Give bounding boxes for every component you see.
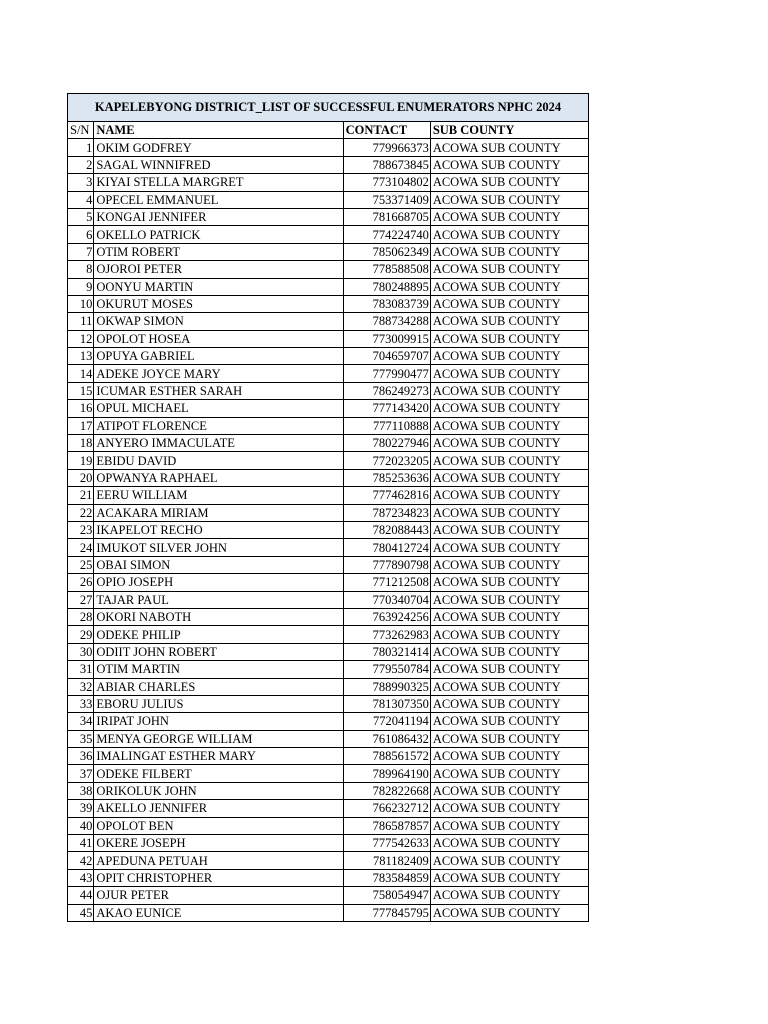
row-contact: 778588508 — [343, 261, 430, 278]
row-contact: 788990325 — [343, 678, 430, 695]
row-sub-county: ACOWA SUB COUNTY — [430, 574, 588, 591]
row-contact: 770340704 — [343, 591, 430, 608]
row-sub-county: ACOWA SUB COUNTY — [430, 661, 588, 678]
row-sub-county: ACOWA SUB COUNTY — [430, 261, 588, 278]
table-row — [68, 748, 589, 765]
row-sn: 39 — [68, 800, 94, 817]
row-name: OKURUT MOSES — [94, 295, 343, 312]
table-row — [68, 295, 589, 312]
table-title: KAPELEBYONG DISTRICT_LIST OF SUCCESSFUL ENUMERATORS NPHC 2024 — [68, 94, 589, 122]
row-sn: 41 — [68, 835, 94, 852]
row-sub-county: ACOWA SUB COUNTY — [430, 348, 588, 365]
row-sn: 26 — [68, 574, 94, 591]
row-contact: 780412724 — [343, 539, 430, 556]
row-sn: 17 — [68, 417, 94, 434]
row-sub-county: ACOWA SUB COUNTY — [430, 330, 588, 347]
row-name: KIYAI STELLA MARGRET — [94, 174, 343, 191]
row-contact: 758054947 — [343, 887, 430, 904]
row-sn: 24 — [68, 539, 94, 556]
table-row — [68, 382, 589, 399]
row-name: OJUR PETER — [94, 887, 343, 904]
row-contact: 788734288 — [343, 313, 430, 330]
row-name: ICUMAR ESTHER SARAH — [94, 382, 343, 399]
row-contact: 777542633 — [343, 835, 430, 852]
row-sn: 16 — [68, 400, 94, 417]
row-name: OPOLOT BEN — [94, 817, 343, 834]
row-sub-county: ACOWA SUB COUNTY — [430, 730, 588, 747]
row-sub-county: ACOWA SUB COUNTY — [430, 156, 588, 173]
row-name: OKELLO PATRICK — [94, 226, 343, 243]
table-row — [68, 626, 589, 643]
row-contact: 781307350 — [343, 695, 430, 712]
row-sub-county: ACOWA SUB COUNTY — [430, 852, 588, 869]
row-contact: 773009915 — [343, 330, 430, 347]
row-sn: 13 — [68, 348, 94, 365]
row-sub-county: ACOWA SUB COUNTY — [430, 887, 588, 904]
row-name: EBORU JULIUS — [94, 695, 343, 712]
row-contact: 781668705 — [343, 208, 430, 225]
row-sn: 22 — [68, 504, 94, 521]
table-row — [68, 174, 589, 191]
row-contact: 788673845 — [343, 156, 430, 173]
row-sn: 14 — [68, 365, 94, 382]
row-sn: 18 — [68, 435, 94, 452]
row-name: IMUKOT SILVER JOHN — [94, 539, 343, 556]
row-name: ACAKARA MIRIAM — [94, 504, 343, 521]
row-sn: 43 — [68, 869, 94, 886]
row-contact: 785062349 — [343, 243, 430, 260]
header-name: NAME — [94, 122, 343, 139]
row-sub-county: ACOWA SUB COUNTY — [430, 382, 588, 399]
row-sub-county: ACOWA SUB COUNTY — [430, 191, 588, 208]
row-sn: 45 — [68, 904, 94, 921]
row-sn: 33 — [68, 695, 94, 712]
row-contact: 763924256 — [343, 608, 430, 625]
row-name: OKERE JOSEPH — [94, 835, 343, 852]
table-row — [68, 313, 589, 330]
table-row — [68, 400, 589, 417]
row-sn: 4 — [68, 191, 94, 208]
row-sub-county: ACOWA SUB COUNTY — [430, 243, 588, 260]
row-sn: 35 — [68, 730, 94, 747]
table-row — [68, 608, 589, 625]
row-sub-county: ACOWA SUB COUNTY — [430, 643, 588, 660]
row-sub-county: ACOWA SUB COUNTY — [430, 626, 588, 643]
row-name: ADEKE JOYCE MARY — [94, 365, 343, 382]
row-sub-county: ACOWA SUB COUNTY — [430, 417, 588, 434]
row-contact: 782088443 — [343, 521, 430, 538]
table-row — [68, 435, 589, 452]
table-row — [68, 261, 589, 278]
row-contact: 777462816 — [343, 487, 430, 504]
row-sn: 7 — [68, 243, 94, 260]
row-name: IRIPAT JOHN — [94, 713, 343, 730]
row-sn: 25 — [68, 556, 94, 573]
row-sub-county: ACOWA SUB COUNTY — [430, 208, 588, 225]
table-row — [68, 835, 589, 852]
table-row — [68, 156, 589, 173]
row-contact: 780248895 — [343, 278, 430, 295]
row-name: OPUYA GABRIEL — [94, 348, 343, 365]
row-name: KONGAI JENNIFER — [94, 208, 343, 225]
row-name: OONYU MARTIN — [94, 278, 343, 295]
row-name: OPWANYA RAPHAEL — [94, 469, 343, 486]
row-contact: 779550784 — [343, 661, 430, 678]
header-contact: CONTACT — [343, 122, 430, 139]
row-sub-county: ACOWA SUB COUNTY — [430, 504, 588, 521]
row-name: AKELLO JENNIFER — [94, 800, 343, 817]
row-sn: 28 — [68, 608, 94, 625]
row-sn: 5 — [68, 208, 94, 225]
table-row — [68, 695, 589, 712]
row-sn: 15 — [68, 382, 94, 399]
row-name: AKAO EUNICE — [94, 904, 343, 921]
row-sub-county: ACOWA SUB COUNTY — [430, 591, 588, 608]
table-row — [68, 678, 589, 695]
row-sub-county: ACOWA SUB COUNTY — [430, 539, 588, 556]
row-sn: 27 — [68, 591, 94, 608]
table-row — [68, 208, 589, 225]
row-sn: 9 — [68, 278, 94, 295]
row-contact: 777890798 — [343, 556, 430, 573]
header-sn: S/N — [68, 122, 94, 139]
row-contact: 777143420 — [343, 400, 430, 417]
table-row — [68, 539, 589, 556]
table-row — [68, 243, 589, 260]
row-name: ODIIT JOHN ROBERT — [94, 643, 343, 660]
row-sub-county: ACOWA SUB COUNTY — [430, 556, 588, 573]
row-name: MENYA GEORGE WILLIAM — [94, 730, 343, 747]
row-sub-county: ACOWA SUB COUNTY — [430, 835, 588, 852]
row-sub-county: ACOWA SUB COUNTY — [430, 765, 588, 782]
row-name: ATIPOT FLORENCE — [94, 417, 343, 434]
table-row — [68, 348, 589, 365]
row-name: SAGAL WINNIFRED — [94, 156, 343, 173]
row-name: EERU WILLIAM — [94, 487, 343, 504]
row-name: ORIKOLUK JOHN — [94, 782, 343, 799]
row-name: OJOROI PETER — [94, 261, 343, 278]
table-row — [68, 139, 589, 156]
row-sub-county: ACOWA SUB COUNTY — [430, 295, 588, 312]
row-name: ANYERO IMMACULATE — [94, 435, 343, 452]
row-sub-county: ACOWA SUB COUNTY — [430, 521, 588, 538]
row-contact: 773104802 — [343, 174, 430, 191]
table-row — [68, 556, 589, 573]
row-sn: 29 — [68, 626, 94, 643]
row-contact: 772023205 — [343, 452, 430, 469]
row-sn: 21 — [68, 487, 94, 504]
row-sn: 8 — [68, 261, 94, 278]
row-contact: 777845795 — [343, 904, 430, 921]
row-contact: 753371409 — [343, 191, 430, 208]
table-row — [68, 904, 589, 921]
row-contact: 772041194 — [343, 713, 430, 730]
row-name: ABIAR CHARLES — [94, 678, 343, 695]
row-contact: 783584859 — [343, 869, 430, 886]
row-contact: 780321414 — [343, 643, 430, 660]
row-sn: 40 — [68, 817, 94, 834]
table-row — [68, 226, 589, 243]
row-contact: 789964190 — [343, 765, 430, 782]
row-sub-county: ACOWA SUB COUNTY — [430, 400, 588, 417]
row-sn: 3 — [68, 174, 94, 191]
row-sn: 34 — [68, 713, 94, 730]
table-row — [68, 661, 589, 678]
row-contact: 786249273 — [343, 382, 430, 399]
row-sn: 37 — [68, 765, 94, 782]
row-sub-county: ACOWA SUB COUNTY — [430, 608, 588, 625]
table-body — [68, 139, 589, 922]
table-row — [68, 330, 589, 347]
row-sn: 12 — [68, 330, 94, 347]
row-name: APEDUNA PETUAH — [94, 852, 343, 869]
row-contact: 783083739 — [343, 295, 430, 312]
row-sub-county: ACOWA SUB COUNTY — [430, 748, 588, 765]
row-sub-county: ACOWA SUB COUNTY — [430, 904, 588, 921]
row-name: IMALINGAT ESTHER MARY — [94, 748, 343, 765]
row-sn: 31 — [68, 661, 94, 678]
row-sn: 23 — [68, 521, 94, 538]
row-sub-county: ACOWA SUB COUNTY — [430, 817, 588, 834]
row-sn: 19 — [68, 452, 94, 469]
row-contact: 771212508 — [343, 574, 430, 591]
row-contact: 785253636 — [343, 469, 430, 486]
table-row — [68, 365, 589, 382]
row-contact: 777990477 — [343, 365, 430, 382]
row-sub-county: ACOWA SUB COUNTY — [430, 782, 588, 799]
row-name: OTIM ROBERT — [94, 243, 343, 260]
table-row — [68, 521, 589, 538]
table-row — [68, 730, 589, 747]
table-row — [68, 782, 589, 799]
title-row — [68, 94, 589, 122]
header-sub-county: SUB COUNTY — [430, 122, 588, 139]
table-row — [68, 574, 589, 591]
table-row — [68, 869, 589, 886]
table-row — [68, 800, 589, 817]
row-sub-county: ACOWA SUB COUNTY — [430, 278, 588, 295]
row-contact: 761086432 — [343, 730, 430, 747]
row-name: OPIT CHRISTOPHER — [94, 869, 343, 886]
row-sub-county: ACOWA SUB COUNTY — [430, 435, 588, 452]
row-name: OPOLOT HOSEA — [94, 330, 343, 347]
row-name: OKORI NABOTH — [94, 608, 343, 625]
table-row — [68, 852, 589, 869]
table-row — [68, 417, 589, 434]
row-contact: 780227946 — [343, 435, 430, 452]
row-sn: 36 — [68, 748, 94, 765]
table-row — [68, 487, 589, 504]
row-sub-county: ACOWA SUB COUNTY — [430, 678, 588, 695]
row-sub-county: ACOWA SUB COUNTY — [430, 695, 588, 712]
row-contact: 779966373 — [343, 139, 430, 156]
row-sub-county: ACOWA SUB COUNTY — [430, 226, 588, 243]
row-name: TAJAR PAUL — [94, 591, 343, 608]
table-row — [68, 887, 589, 904]
table-row — [68, 452, 589, 469]
row-contact: 773262983 — [343, 626, 430, 643]
row-name: OPIO JOSEPH — [94, 574, 343, 591]
row-contact: 774224740 — [343, 226, 430, 243]
table-row — [68, 504, 589, 521]
row-sn: 30 — [68, 643, 94, 660]
row-name: EBIDU DAVID — [94, 452, 343, 469]
table-row — [68, 817, 589, 834]
row-name: OBAI SIMON — [94, 556, 343, 573]
row-sn: 32 — [68, 678, 94, 695]
row-sn: 11 — [68, 313, 94, 330]
row-sub-county: ACOWA SUB COUNTY — [430, 713, 588, 730]
row-contact: 777110888 — [343, 417, 430, 434]
row-sn: 20 — [68, 469, 94, 486]
table-row — [68, 278, 589, 295]
table-row — [68, 643, 589, 660]
row-sn: 6 — [68, 226, 94, 243]
row-sn: 10 — [68, 295, 94, 312]
row-sn: 2 — [68, 156, 94, 173]
row-contact: 781182409 — [343, 852, 430, 869]
row-sub-county: ACOWA SUB COUNTY — [430, 487, 588, 504]
row-name: OPUL MICHAEL — [94, 400, 343, 417]
table-row — [68, 713, 589, 730]
header-row — [68, 122, 589, 139]
row-name: IKAPELOT RECHO — [94, 521, 343, 538]
row-sub-county: ACOWA SUB COUNTY — [430, 469, 588, 486]
row-sub-county: ACOWA SUB COUNTY — [430, 313, 588, 330]
row-sub-county: ACOWA SUB COUNTY — [430, 869, 588, 886]
row-contact: 766232712 — [343, 800, 430, 817]
row-sn: 38 — [68, 782, 94, 799]
row-name: OKIM GODFREY — [94, 139, 343, 156]
row-contact: 787234823 — [343, 504, 430, 521]
row-sub-county: ACOWA SUB COUNTY — [430, 800, 588, 817]
row-name: OPECEL EMMANUEL — [94, 191, 343, 208]
row-name: ODEKE PHILIP — [94, 626, 343, 643]
row-sub-county: ACOWA SUB COUNTY — [430, 174, 588, 191]
row-contact: 782822668 — [343, 782, 430, 799]
row-sn: 42 — [68, 852, 94, 869]
table-row — [68, 591, 589, 608]
row-name: ODEKE FILBERT — [94, 765, 343, 782]
row-name: OTIM MARTIN — [94, 661, 343, 678]
table-row — [68, 765, 589, 782]
row-sub-county: ACOWA SUB COUNTY — [430, 365, 588, 382]
enumerators-table — [67, 93, 589, 922]
table-row — [68, 469, 589, 486]
row-contact: 788561572 — [343, 748, 430, 765]
row-sn: 44 — [68, 887, 94, 904]
table-row — [68, 191, 589, 208]
row-name: OKWAP SIMON — [94, 313, 343, 330]
row-contact: 786587857 — [343, 817, 430, 834]
row-sub-county: ACOWA SUB COUNTY — [430, 139, 588, 156]
row-sub-county: ACOWA SUB COUNTY — [430, 452, 588, 469]
row-contact: 704659707 — [343, 348, 430, 365]
row-sn: 1 — [68, 139, 94, 156]
